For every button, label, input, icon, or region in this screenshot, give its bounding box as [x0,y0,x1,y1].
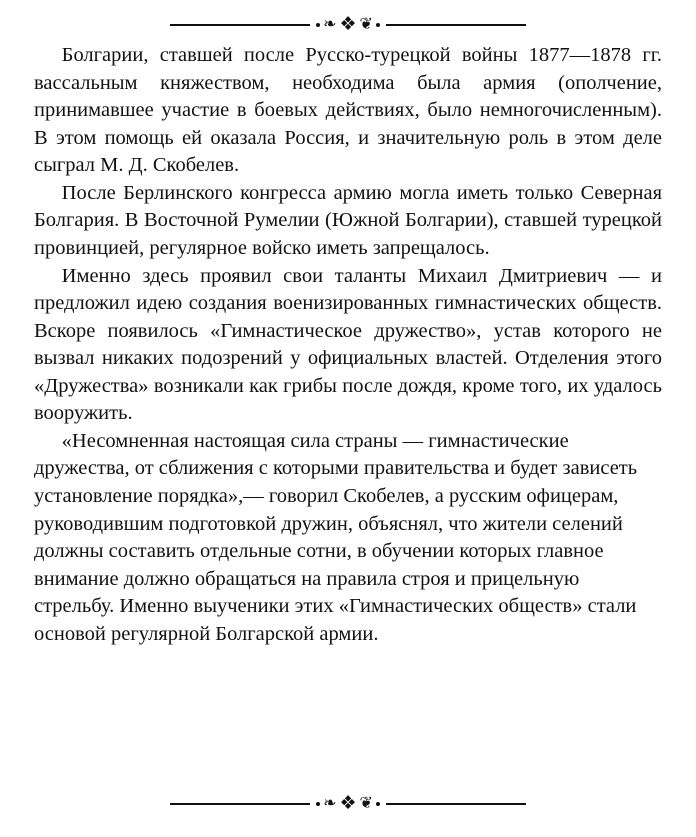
divider-rule-left [170,24,310,26]
ornament-leaf-right-icon: ❦ [359,14,373,33]
ornament-divider-top [16,8,680,42]
divider-rule-left [170,803,310,805]
divider-rule-right [386,24,526,26]
paragraph: Болгарии, ставшей после Русско-турецкой войны 1877—1878 гг. вассальным княжеством, необходима была армия (ополчение, принимавшее участие в боевых действиях, было немногочисленным). В этом помощь ей оказала Россия, и значительную роль в этом деле сыграл М. Д. Скобелев. [34,44,662,177]
ornament-leaf-left-icon: ❧ [323,14,337,33]
ornament-diamond-icon: ❖ [339,12,357,35]
ornament-dot-right-icon [376,802,380,806]
paragraph: «Несомненная настоящая сила страны — гимнастические дружества, от сближения с которыми правительства и будет зависеть установление порядка»,— говорил Скобелев, а русским офицерам, руководившим подготовкой дружин, объяснял, что жители селений должны составить отдельные сотни, в обучении которых главное внимание должно обращаться на правила строя и прицельную стрельбу. Именно выученики этих «Гимнастических обществ» стали основой регулярной Болгарской армии. [34,429,638,645]
body-text [16,42,680,648]
ornament-dot-right-icon [376,23,380,27]
divider-rule-right [386,803,526,805]
ornament-diamond-icon: ❖ [339,791,357,814]
ornament-cluster-bottom [316,791,380,814]
ornament-leaf-left-icon: ❧ [323,793,337,812]
paragraph: После Берлинского конгресса армию могла иметь только Северная Болгария. В Восточной Румелии (Южной Болгарии), ставшей турецкой провинцией, регулярное войско иметь запрещалось. [34,181,662,259]
paragraph: Именно здесь проявил свои таланты Михаил Дмитриевич — и предложил идею создания военизированных гимнастических обществ. Вскоре появилось «Гимнастическое дружество», устав которого не вызвал никаких подозрений у официальных властей. Отделения этого «Дружества» возникали как грибы после дождя, кроме того, их удалось вооружить. [34,264,662,425]
ornament-dot-left-icon [316,23,320,27]
ornament-cluster-top [316,12,380,35]
ornament-divider-bottom [16,787,680,821]
ornament-dot-left-icon [316,802,320,806]
ornament-leaf-right-icon: ❦ [359,793,373,812]
